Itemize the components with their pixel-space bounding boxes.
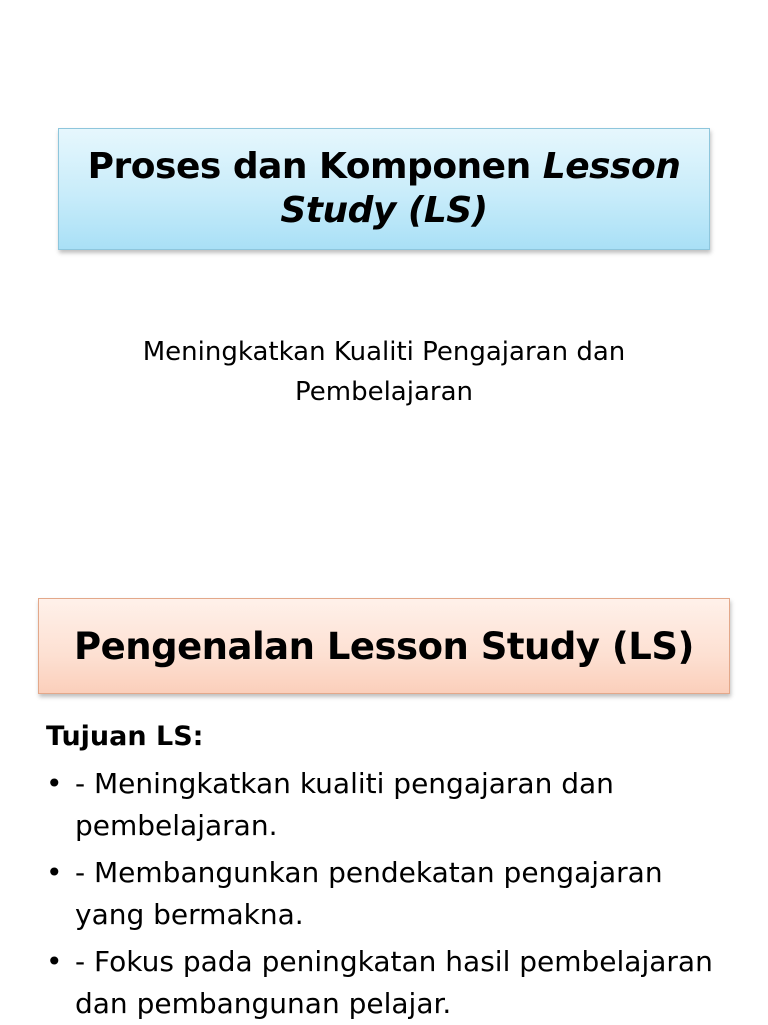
section-title: Pengenalan Lesson Study (LS) bbox=[74, 624, 694, 668]
section-title-box bbox=[38, 598, 730, 694]
bullet-icon: • bbox=[46, 856, 63, 889]
title-plain: Proses dan Komponen bbox=[87, 146, 543, 187]
subtitle-line-1: Meningkatkan Kualiti Pengajaran dan bbox=[142, 337, 626, 367]
bullet-line-1: - Membangunkan pendekatan pengajaran bbox=[75, 856, 663, 889]
bullet-item bbox=[46, 941, 736, 1025]
content-heading: Tujuan LS: bbox=[46, 721, 204, 752]
subtitle-line-2: Pembelajaran bbox=[295, 377, 473, 407]
bullet-line-1: - Fokus pada peningkatan hasil pembelajaran bbox=[75, 945, 713, 978]
bullet-item bbox=[46, 763, 736, 847]
bullet-item bbox=[46, 852, 736, 936]
bullet-line-2: dan pembangunan pelajar. bbox=[75, 987, 452, 1020]
title-box bbox=[58, 128, 710, 250]
slide-title bbox=[88, 145, 681, 233]
bullet-line-1: - Meningkatkan kualiti pengajaran dan bbox=[75, 767, 614, 800]
bullet-icon: • bbox=[46, 945, 63, 978]
section-content bbox=[46, 716, 736, 1025]
bullet-line-2: pembelajaran. bbox=[75, 809, 278, 842]
title-italic-2: Study (LS) bbox=[280, 190, 488, 231]
bullet-icon: • bbox=[46, 767, 63, 800]
bullet-list bbox=[46, 763, 736, 1025]
bullet-line-2: yang bermakna. bbox=[75, 898, 304, 931]
title-italic-1: Lesson bbox=[542, 146, 681, 187]
slide-subtitle bbox=[100, 332, 668, 412]
